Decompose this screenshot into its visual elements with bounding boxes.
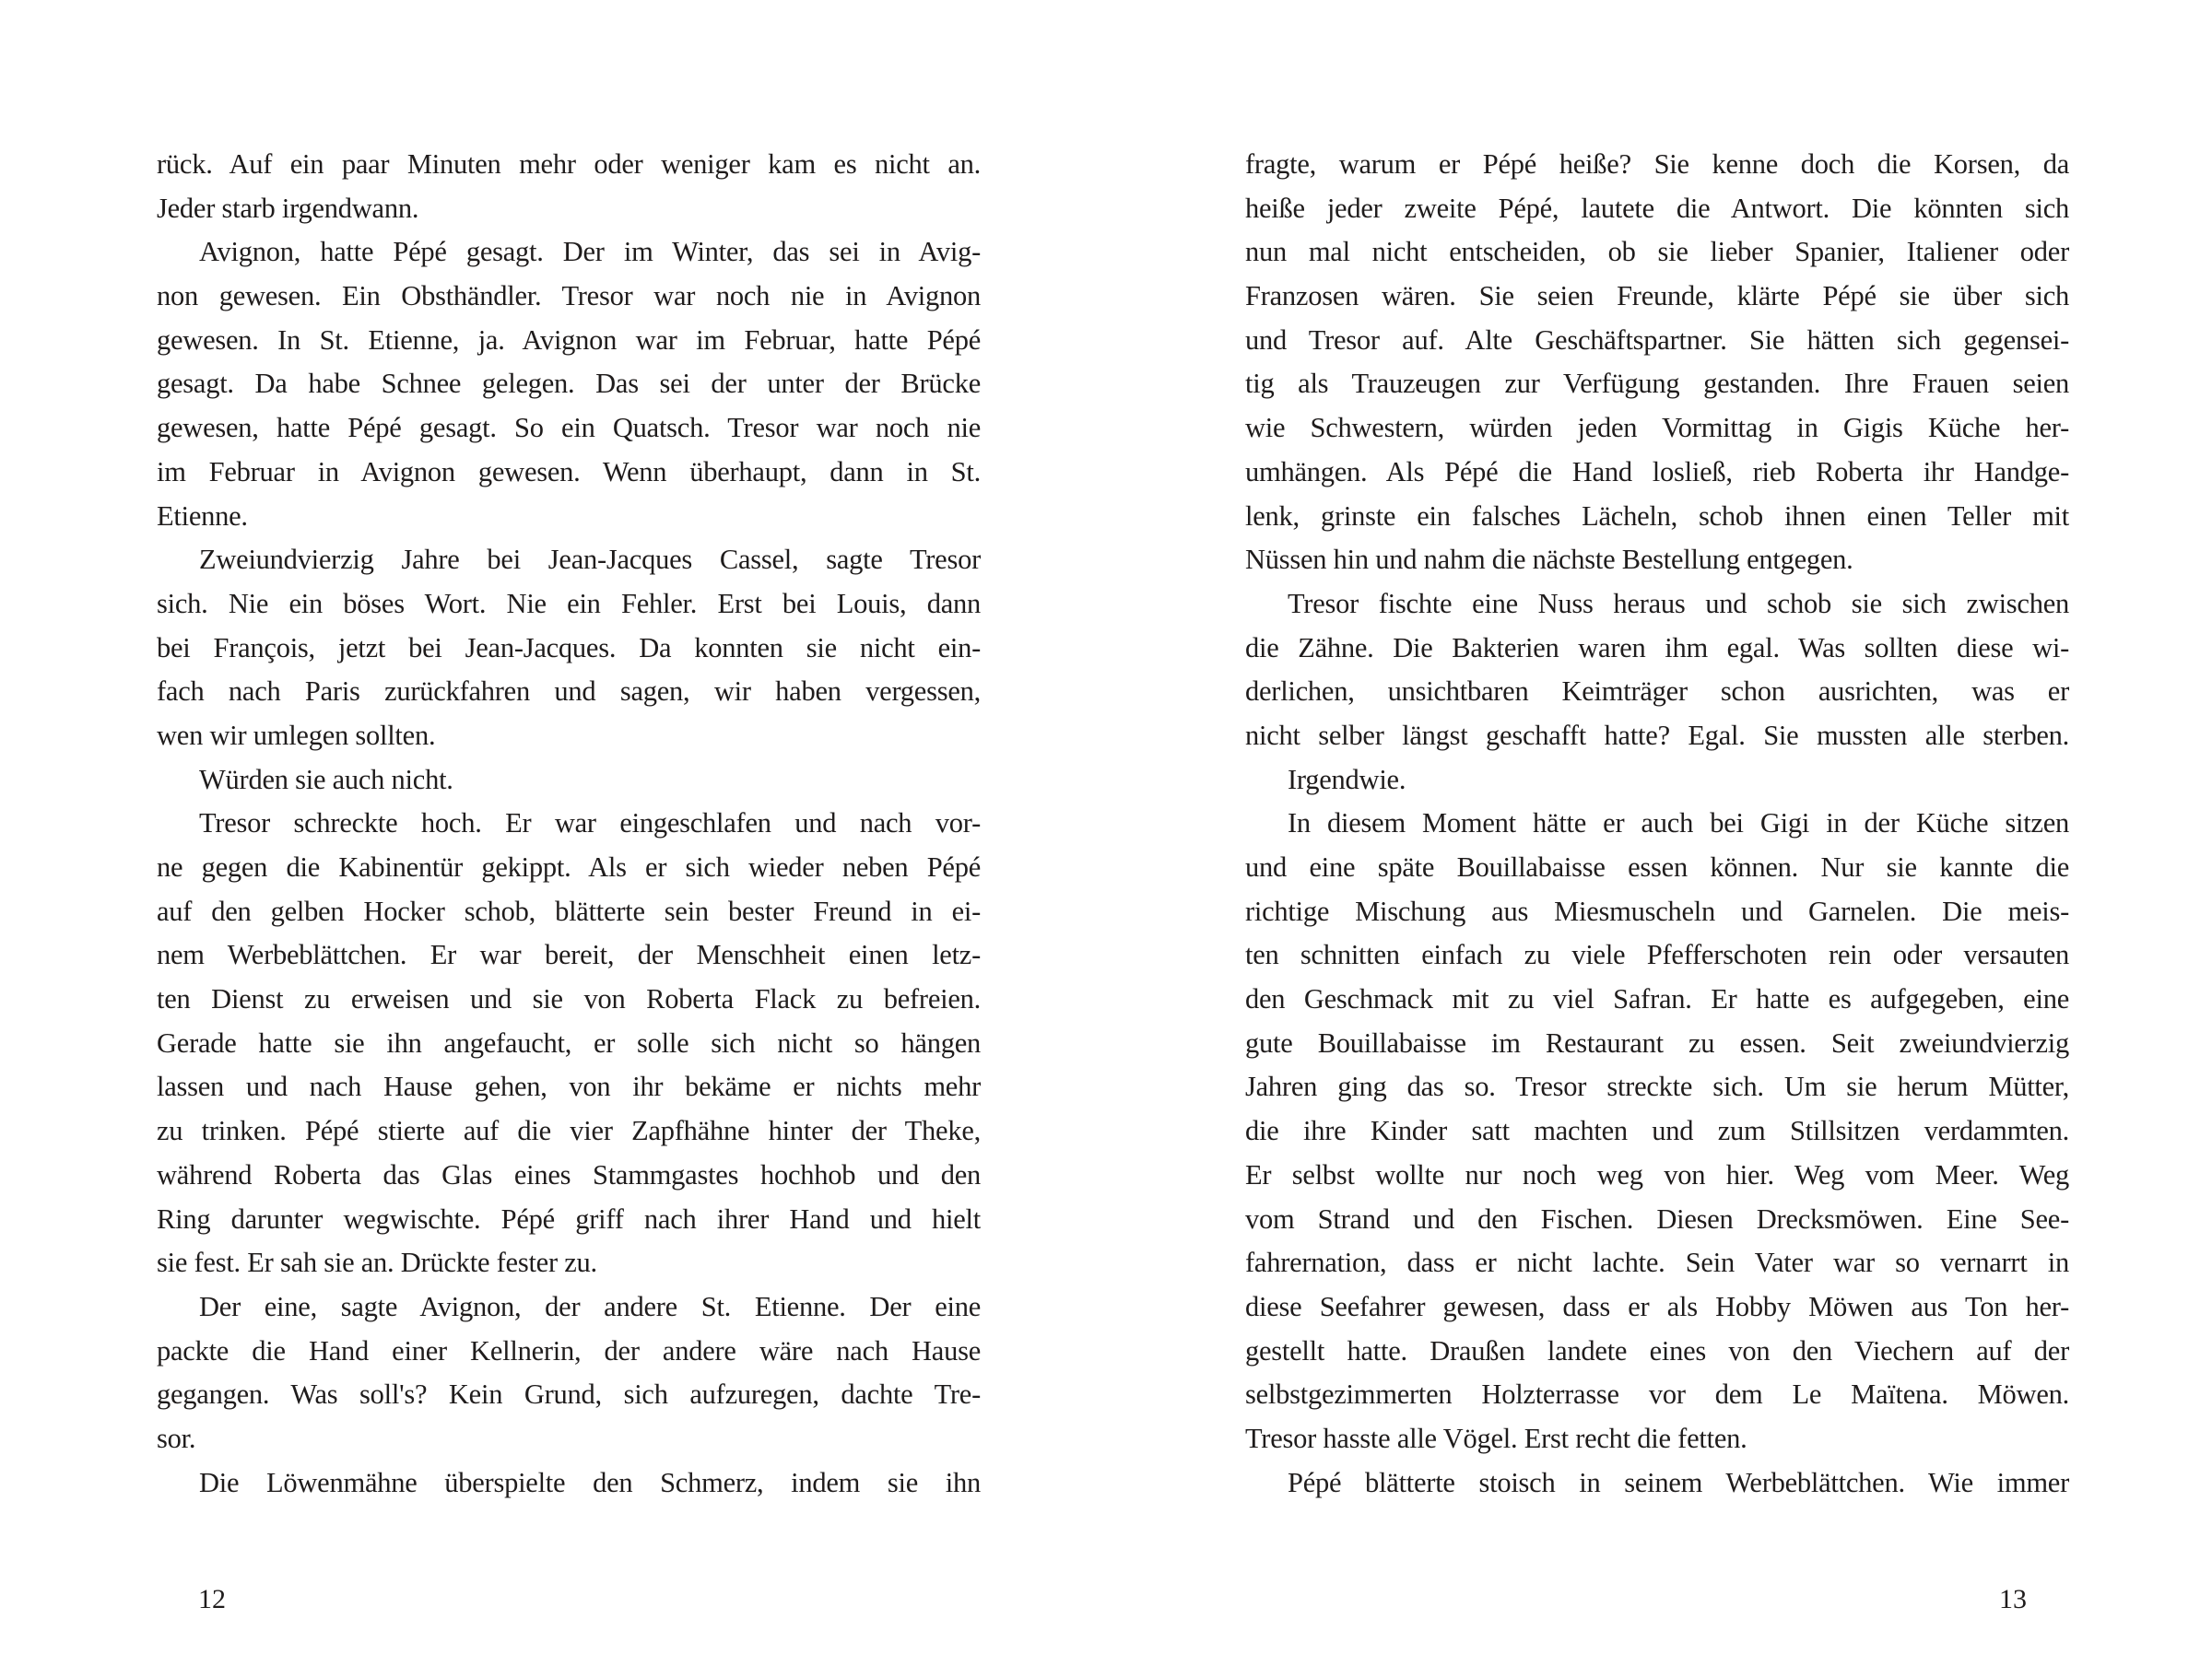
text-line: fahrernation, dass er nicht lachte. Sein Vater war so vernarrt in — [1245, 1247, 2069, 1279]
text-line: tig als Trauzeugen zur Verfügung gestanden. Ihre Frauen seien — [1245, 368, 2069, 400]
text-line: In diesem Moment hätte er auch bei Gigi in der Küche sitzen — [1288, 807, 2069, 839]
text-line: im Februar in Avignon gewesen. Wenn überhaupt, dann in St. — [157, 455, 981, 487]
text-line: non gewesen. Ein Obsthändler. Tresor war noch nie in Avignon — [157, 280, 981, 312]
text-line: vom Strand und den Fischen. Diesen Drecksmöwen. Eine See- — [1245, 1203, 2069, 1235]
text-line: die Zähne. Die Bakterien waren ihm egal. Was sollten diese wi- — [1245, 631, 2069, 663]
left-page-text — [157, 143, 981, 1505]
text-line: ten schnitten einfach zu viele Pfefferschoten rein oder versauten — [1245, 939, 2069, 971]
text-line: Jeder starb irgendwann. — [157, 192, 419, 224]
text-line: lenk, grinste ein falsches Lächeln, schob ihnen einen Teller mit — [1245, 499, 2069, 532]
text-line: derlichen, unsichtbaren Keimträger schon ausrichten, was er — [1245, 675, 2069, 708]
text-line: Tresor schreckte hoch. Er war eingeschlafen und nach vor- — [199, 807, 981, 839]
text-line: Avignon, hatte Pépé gesagt. Der im Winter, das sei in Avig- — [199, 236, 981, 268]
text-line: umhängen. Als Pépé die Hand losließ, rieb Roberta ihr Handge- — [1245, 455, 2069, 487]
text-line: Tresor fischte eine Nuss heraus und schob sie sich zwischen — [1288, 587, 2069, 619]
text-line: Der eine, sagte Avignon, der andere St. Etienne. Der eine — [199, 1290, 981, 1322]
text-line: während Roberta das Glas eines Stammgastes hochhob und den — [157, 1158, 981, 1191]
text-line: nun mal nicht entscheiden, ob sie lieber Spanier, Italiener oder — [1245, 236, 2069, 268]
text-line: sor. — [157, 1422, 196, 1454]
text-line: wie Schwestern, würden jeden Vormittag in Gigis Küche her- — [1245, 412, 2069, 444]
text-line: die ihre Kinder satt machten und zum Stillsitzen verdammten. — [1245, 1115, 2069, 1147]
text-line: und eine späte Bouillabaisse essen können. Nur sie kannte die — [1245, 851, 2069, 883]
text-line: ten Dienst zu erweisen und sie von Roberta Flack zu befreien. — [157, 983, 981, 1015]
text-line: lassen und nach Hause gehen, von ihr bekäme er nichts mehr — [157, 1071, 981, 1103]
text-line: bei François, jetzt bei Jean-Jacques. Da konnten sie nicht ein- — [157, 631, 981, 663]
text-line: nem Werbeblättchen. Er war bereit, der Menschheit einen letz- — [157, 939, 981, 971]
text-line: zu trinken. Pépé stierte auf die vier Zapfhähne hinter der Theke, — [157, 1115, 981, 1147]
text-line: Gerade hatte sie ihn angefaucht, er solle sich nicht so hängen — [157, 1027, 981, 1059]
text-line: Er selbst wollte nur noch weg von hier. Weg vom Meer. Weg — [1245, 1158, 2069, 1191]
right-page-text — [1245, 143, 2069, 1505]
text-line: Nüssen hin und nahm die nächste Bestellung entgegen. — [1245, 544, 1853, 576]
text-line: selbstgezimmerten Holzterrasse vor dem Le Maïtena. Möwen. — [1245, 1379, 2069, 1411]
text-line: gewesen. In St. Etienne, ja. Avignon war im Februar, hatte Pépé — [157, 323, 981, 356]
text-line: Tresor hasste alle Vögel. Erst recht die fetten. — [1245, 1422, 1747, 1454]
text-line: gewesen, hatte Pépé gesagt. So ein Quatsch. Tresor war noch nie — [157, 412, 981, 444]
text-line: gute Bouillabaisse im Restaurant zu essen. Seit zweiundvierzig — [1245, 1027, 2069, 1059]
text-line: richtige Mischung aus Miesmuscheln und Garnelen. Die meis- — [1245, 895, 2069, 927]
text-line: packte die Hand einer Kellnerin, der andere wäre nach Hause — [157, 1334, 981, 1367]
text-line: den Geschmack mit zu viel Safran. Er hatte es aufgegeben, eine — [1245, 983, 2069, 1015]
text-line: wen wir umlegen sollten. — [157, 719, 436, 751]
text-line: sie fest. Er sah sie an. Drückte fester zu. — [157, 1247, 597, 1279]
text-line: Würden sie auch nicht. — [199, 763, 453, 795]
text-line: Etienne. — [157, 499, 248, 532]
text-line: gesagt. Da habe Schnee gelegen. Das sei der unter der Brücke — [157, 368, 981, 400]
text-line: ne gegen die Kabinentür gekippt. Als er sich wieder neben Pépé — [157, 851, 981, 883]
text-line: und Tresor auf. Alte Geschäftspartner. Sie hätten sich gegensei- — [1245, 323, 2069, 356]
text-line: Ring darunter wegwischte. Pépé griff nach ihrer Hand und hielt — [157, 1203, 981, 1235]
text-line: Pépé blätterte stoisch in seinem Werbeblättchen. Wie immer — [1288, 1466, 2069, 1498]
text-line: gegangen. Was soll's? Kein Grund, sich aufzuregen, dachte Tre- — [157, 1379, 981, 1411]
text-line: rück. Auf ein paar Minuten mehr oder weniger kam es nicht an. — [157, 148, 981, 180]
text-line: diese Seefahrer gewesen, dass er als Hobby Möwen aus Ton her- — [1245, 1290, 2069, 1322]
text-line: Franzosen wären. Sie seien Freunde, klärte Pépé sie über sich — [1245, 280, 2069, 312]
text-line: sich. Nie ein böses Wort. Nie ein Fehler. Erst bei Louis, dann — [157, 587, 981, 619]
text-line: fach nach Paris zurückfahren und sagen, wir haben vergessen, — [157, 675, 981, 708]
text-line: auf den gelben Hocker schob, blätterte sein bester Freund in ei- — [157, 895, 981, 927]
page-number: 13 — [1999, 1584, 2027, 1614]
text-line: Jahren ging das so. Tresor streckte sich. Um sie herum Mütter, — [1245, 1071, 2069, 1103]
text-line: Die Löwenmähne überspielte den Schmerz, indem sie ihn — [199, 1466, 981, 1498]
text-line: fragte, warum er Pépé heiße? Sie kenne doch die Korsen, da — [1245, 148, 2069, 180]
right-page — [1106, 0, 2212, 1666]
text-line: gestellt hatte. Draußen landete eines von den Viechern auf der — [1245, 1334, 2069, 1367]
page-number: 12 — [198, 1584, 226, 1614]
text-line: heiße jeder zweite Pépé, lautete die Antwort. Die könnten sich — [1245, 192, 2069, 224]
text-line: Zweiundvierzig Jahre bei Jean-Jacques Cassel, sagte Tresor — [199, 544, 981, 576]
text-line: Irgendwie. — [1288, 763, 1406, 795]
text-line: nicht selber längst geschafft hatte? Egal. Sie mussten alle sterben. — [1245, 719, 2069, 751]
